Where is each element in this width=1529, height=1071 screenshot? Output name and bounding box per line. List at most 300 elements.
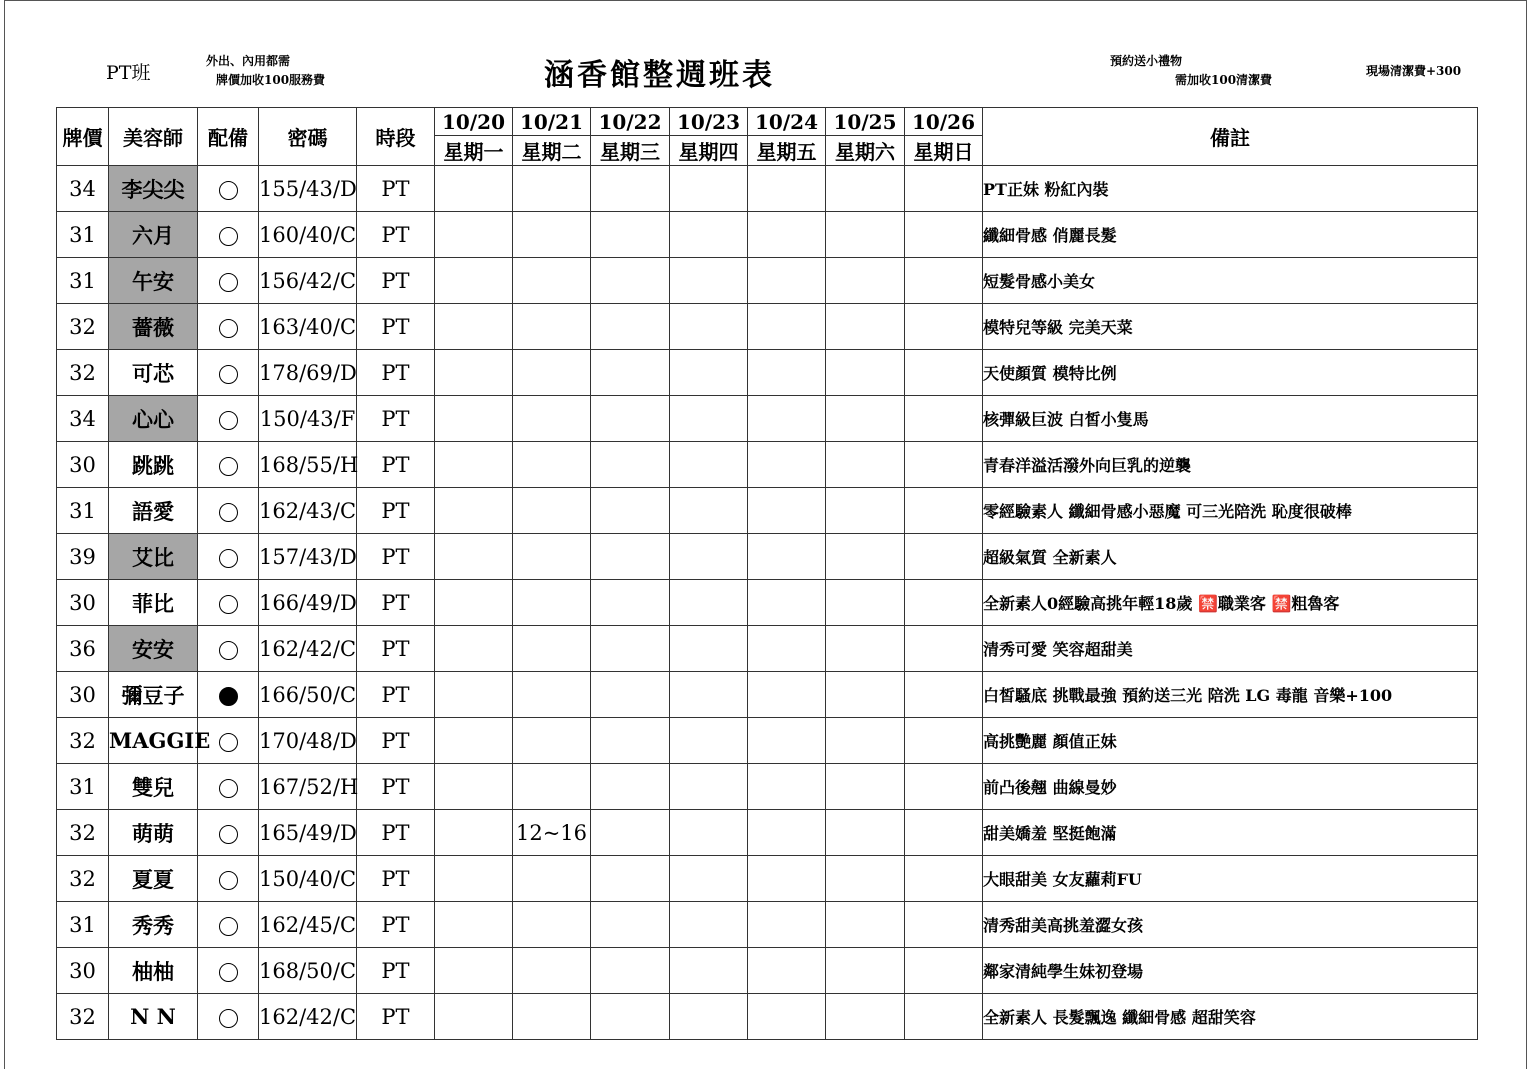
day-slot-cell bbox=[670, 948, 748, 994]
day-slot-cell bbox=[826, 626, 905, 672]
day-slot-cell bbox=[826, 304, 905, 350]
period-cell: PT bbox=[357, 350, 435, 396]
day-slot-cell bbox=[591, 350, 670, 396]
code-cell: 166/49/D bbox=[259, 580, 357, 626]
day-slot-cell bbox=[670, 626, 748, 672]
day-slot-cell bbox=[591, 396, 670, 442]
day-slot-cell bbox=[905, 488, 983, 534]
table-row bbox=[57, 534, 1478, 580]
day-slot-cell bbox=[905, 442, 983, 488]
beautician-name-cell: 雙兒 bbox=[109, 764, 198, 810]
price-cell: 34 bbox=[57, 396, 109, 442]
day-slot-cell bbox=[435, 534, 513, 580]
price-cell: 30 bbox=[57, 580, 109, 626]
remarks-cell: 前凸後翹 曲線曼妙 bbox=[983, 764, 1478, 810]
code-cell: 150/43/F bbox=[259, 396, 357, 442]
beautician-name-cell: 秀秀 bbox=[109, 902, 198, 948]
equipped-cell bbox=[198, 304, 259, 350]
equipped-cell bbox=[198, 672, 259, 718]
schedule-table bbox=[56, 107, 1478, 1040]
day-slot-cell bbox=[826, 396, 905, 442]
header-date: 10/24 bbox=[748, 108, 826, 136]
day-slot-cell bbox=[435, 626, 513, 672]
header-weekday: 星期一 bbox=[435, 136, 513, 166]
code-cell: 150/40/C bbox=[259, 856, 357, 902]
code-cell: 160/40/C bbox=[259, 212, 357, 258]
equipped-cell bbox=[198, 534, 259, 580]
beautician-name-cell: 彌豆子 bbox=[109, 672, 198, 718]
day-slot-cell bbox=[670, 166, 748, 212]
equipped-cell bbox=[198, 396, 259, 442]
period-cell: PT bbox=[357, 810, 435, 856]
day-slot-cell bbox=[905, 948, 983, 994]
day-slot-cell bbox=[591, 442, 670, 488]
day-slot-cell bbox=[670, 442, 748, 488]
equipped-cell bbox=[198, 902, 259, 948]
circle-icon bbox=[219, 779, 238, 798]
table-row bbox=[57, 396, 1478, 442]
day-slot-cell bbox=[513, 258, 591, 304]
period-cell: PT bbox=[357, 948, 435, 994]
day-slot-cell bbox=[826, 534, 905, 580]
day-slot-cell bbox=[435, 718, 513, 764]
circle-icon bbox=[219, 365, 238, 384]
day-slot-cell bbox=[826, 810, 905, 856]
code-cell: 162/42/C bbox=[259, 994, 357, 1040]
price-cell: 30 bbox=[57, 948, 109, 994]
code-cell: 155/43/D bbox=[259, 166, 357, 212]
day-slot-cell bbox=[670, 764, 748, 810]
header-date: 10/21 bbox=[513, 108, 591, 136]
table-row bbox=[57, 488, 1478, 534]
day-slot-cell bbox=[905, 764, 983, 810]
code-cell: 156/42/C bbox=[259, 258, 357, 304]
day-slot-cell bbox=[826, 212, 905, 258]
day-slot-cell bbox=[591, 212, 670, 258]
circle-icon bbox=[219, 871, 238, 890]
day-slot-cell bbox=[905, 350, 983, 396]
equipped-cell bbox=[198, 856, 259, 902]
circle-icon bbox=[219, 1009, 238, 1028]
day-slot-cell bbox=[826, 902, 905, 948]
price-cell: 34 bbox=[57, 166, 109, 212]
header-date: 10/26 bbox=[905, 108, 983, 136]
remarks-cell: 天使顏質 模特比例 bbox=[983, 350, 1478, 396]
price-cell: 32 bbox=[57, 304, 109, 350]
price-cell: 32 bbox=[57, 718, 109, 764]
day-slot-cell bbox=[591, 856, 670, 902]
day-slot-cell bbox=[435, 580, 513, 626]
beautician-name-cell: 語愛 bbox=[109, 488, 198, 534]
table-row bbox=[57, 442, 1478, 488]
remarks-cell: PT正妹 粉紅內裝 bbox=[983, 166, 1478, 212]
period-cell: PT bbox=[357, 994, 435, 1040]
circle-icon bbox=[219, 181, 238, 200]
day-slot-cell bbox=[905, 166, 983, 212]
price-cell: 31 bbox=[57, 902, 109, 948]
day-slot-cell bbox=[670, 534, 748, 580]
filled-circle-icon bbox=[219, 687, 238, 706]
code-cell: 162/45/C bbox=[259, 902, 357, 948]
equipped-cell bbox=[198, 626, 259, 672]
day-slot-cell bbox=[513, 488, 591, 534]
equipped-cell bbox=[198, 764, 259, 810]
day-slot-cell bbox=[905, 856, 983, 902]
day-slot-cell bbox=[513, 534, 591, 580]
day-slot-cell bbox=[905, 212, 983, 258]
day-slot-cell bbox=[748, 212, 826, 258]
day-slot-cell bbox=[826, 488, 905, 534]
day-slot-cell bbox=[826, 258, 905, 304]
day-slot-cell bbox=[905, 534, 983, 580]
period-cell: PT bbox=[357, 902, 435, 948]
day-slot-cell bbox=[905, 994, 983, 1040]
day-slot-cell bbox=[748, 442, 826, 488]
day-slot-cell bbox=[905, 810, 983, 856]
remarks-cell: 甜美嬌羞 堅挺飽滿 bbox=[983, 810, 1478, 856]
price-cell: 32 bbox=[57, 856, 109, 902]
day-slot-cell bbox=[435, 948, 513, 994]
header-weekday: 星期日 bbox=[905, 136, 983, 166]
period-cell: PT bbox=[357, 856, 435, 902]
schedule-rows bbox=[57, 166, 1478, 1040]
circle-icon bbox=[219, 825, 238, 844]
price-cell: 39 bbox=[57, 534, 109, 580]
day-slot-cell bbox=[435, 258, 513, 304]
day-slot-cell bbox=[748, 304, 826, 350]
price-cell: 31 bbox=[57, 258, 109, 304]
table-row bbox=[57, 350, 1478, 396]
day-slot-cell bbox=[826, 856, 905, 902]
day-slot-cell bbox=[591, 534, 670, 580]
code-cell: 166/50/C bbox=[259, 672, 357, 718]
day-slot-cell bbox=[513, 948, 591, 994]
day-slot-cell bbox=[670, 902, 748, 948]
code-cell: 157/43/D bbox=[259, 534, 357, 580]
beautician-name-cell: 艾比 bbox=[109, 534, 198, 580]
day-slot-cell bbox=[826, 442, 905, 488]
day-slot-cell bbox=[513, 718, 591, 764]
service-fee-note-line-2: 牌價加收100服務費 bbox=[216, 73, 326, 87]
day-slot-cell bbox=[591, 626, 670, 672]
day-slot-cell bbox=[826, 718, 905, 764]
equipped-cell bbox=[198, 442, 259, 488]
day-slot-cell bbox=[670, 994, 748, 1040]
table-row bbox=[57, 304, 1478, 350]
day-slot-cell bbox=[435, 672, 513, 718]
remarks-cell: 短髮骨感小美女 bbox=[983, 258, 1478, 304]
table-row bbox=[57, 580, 1478, 626]
day-slot-cell bbox=[748, 580, 826, 626]
remarks-cell: 青春洋溢活潑外向巨乳的逆襲 bbox=[983, 442, 1478, 488]
beautician-name-cell: 薔薇 bbox=[109, 304, 198, 350]
remarks-cell: 纖細骨感 俏麗長髮 bbox=[983, 212, 1478, 258]
circle-icon bbox=[219, 641, 238, 660]
day-slot-cell bbox=[435, 902, 513, 948]
equipped-cell bbox=[198, 810, 259, 856]
period-cell: PT bbox=[357, 718, 435, 764]
code-cell: 162/43/C bbox=[259, 488, 357, 534]
header-weekday: 星期二 bbox=[513, 136, 591, 166]
day-slot-cell bbox=[591, 672, 670, 718]
table-row bbox=[57, 718, 1478, 764]
page-title: 涵香館整週班表 bbox=[544, 58, 775, 93]
circle-icon bbox=[219, 917, 238, 936]
remarks-cell: 清秀甜美高挑羞澀女孩 bbox=[983, 902, 1478, 948]
period-cell: PT bbox=[357, 672, 435, 718]
day-slot-cell bbox=[748, 488, 826, 534]
beautician-name-cell: 可芯 bbox=[109, 350, 198, 396]
code-cell: 165/49/D bbox=[259, 810, 357, 856]
class-label: PT班 bbox=[106, 62, 151, 84]
day-slot-cell bbox=[513, 304, 591, 350]
beautician-name-cell: 安安 bbox=[109, 626, 198, 672]
day-slot-cell bbox=[826, 764, 905, 810]
day-slot-cell bbox=[513, 350, 591, 396]
period-cell: PT bbox=[357, 764, 435, 810]
remarks-cell: 白皙騷底 挑戰最強 預約送三光 陪洗 LG 毒龍 音樂+100 bbox=[983, 672, 1478, 718]
beautician-name-cell: 午安 bbox=[109, 258, 198, 304]
beautician-name-cell: 心心 bbox=[109, 396, 198, 442]
day-slot-cell bbox=[591, 948, 670, 994]
day-slot-cell bbox=[748, 350, 826, 396]
period-cell: PT bbox=[357, 580, 435, 626]
table-row bbox=[57, 166, 1478, 212]
equipped-cell bbox=[198, 580, 259, 626]
header-date: 10/25 bbox=[826, 108, 905, 136]
circle-icon bbox=[219, 457, 238, 476]
day-slot-cell bbox=[826, 948, 905, 994]
cleaning-fee-note: 現場清潔費+300 bbox=[1366, 64, 1462, 78]
header-code: 密碼 bbox=[259, 108, 357, 166]
header-remarks: 備註 bbox=[983, 108, 1478, 166]
code-cell: 170/48/D bbox=[259, 718, 357, 764]
header-date: 10/22 bbox=[591, 108, 670, 136]
price-cell: 31 bbox=[57, 764, 109, 810]
period-cell: PT bbox=[357, 212, 435, 258]
day-slot-cell bbox=[670, 580, 748, 626]
day-slot-cell bbox=[435, 810, 513, 856]
beautician-name-cell: 六月 bbox=[109, 212, 198, 258]
day-slot-cell bbox=[748, 166, 826, 212]
beautician-name-cell: 柚柚 bbox=[109, 948, 198, 994]
remarks-cell: 核彈級巨波 白皙小隻馬 bbox=[983, 396, 1478, 442]
day-slot-cell bbox=[435, 488, 513, 534]
day-slot-cell bbox=[670, 856, 748, 902]
day-slot-cell bbox=[748, 396, 826, 442]
beautician-name-cell: 李尖尖 bbox=[109, 166, 198, 212]
beautician-name-cell: 菲比 bbox=[109, 580, 198, 626]
period-cell: PT bbox=[357, 626, 435, 672]
day-slot-cell bbox=[748, 534, 826, 580]
day-slot-cell bbox=[591, 166, 670, 212]
remarks-cell: 鄰家清純學生妹初登場 bbox=[983, 948, 1478, 994]
equipped-cell bbox=[198, 212, 259, 258]
circle-icon bbox=[219, 503, 238, 522]
header-weekday: 星期五 bbox=[748, 136, 826, 166]
day-slot-cell bbox=[591, 810, 670, 856]
day-slot-cell bbox=[905, 396, 983, 442]
circle-icon bbox=[219, 273, 238, 292]
day-slot-cell bbox=[826, 580, 905, 626]
table-row bbox=[57, 672, 1478, 718]
table-row bbox=[57, 856, 1478, 902]
day-slot-cell bbox=[905, 258, 983, 304]
code-cell: 163/40/C bbox=[259, 304, 357, 350]
remarks-cell: 超級氣質 全新素人 bbox=[983, 534, 1478, 580]
day-slot-cell bbox=[748, 948, 826, 994]
remarks-cell: 高挑艷麗 顏值正妹 bbox=[983, 718, 1478, 764]
day-slot-cell bbox=[591, 258, 670, 304]
day-slot-cell bbox=[905, 580, 983, 626]
day-slot-cell bbox=[748, 626, 826, 672]
equipped-cell bbox=[198, 488, 259, 534]
day-slot-cell bbox=[513, 212, 591, 258]
header-price: 牌價 bbox=[57, 108, 109, 166]
circle-icon bbox=[219, 733, 238, 752]
day-slot-cell bbox=[748, 672, 826, 718]
header-equipped: 配備 bbox=[198, 108, 259, 166]
code-cell: 167/52/H bbox=[259, 764, 357, 810]
table-row bbox=[57, 764, 1478, 810]
circle-icon bbox=[219, 549, 238, 568]
price-cell: 30 bbox=[57, 442, 109, 488]
day-slot-cell bbox=[513, 902, 591, 948]
day-slot-cell bbox=[905, 304, 983, 350]
day-slot-cell bbox=[905, 902, 983, 948]
day-slot-cell bbox=[591, 488, 670, 534]
day-slot-cell bbox=[513, 672, 591, 718]
day-slot-cell bbox=[670, 212, 748, 258]
day-slot-cell bbox=[435, 764, 513, 810]
day-slot-cell bbox=[670, 718, 748, 764]
circle-icon bbox=[219, 227, 238, 246]
day-slot-cell bbox=[670, 304, 748, 350]
price-cell: 31 bbox=[57, 212, 109, 258]
header-beautician: 美容師 bbox=[109, 108, 198, 166]
beautician-name-cell: 萌萌 bbox=[109, 810, 198, 856]
remarks-cell: 模特兒等級 完美天菜 bbox=[983, 304, 1478, 350]
day-slot-cell bbox=[670, 672, 748, 718]
day-slot-cell bbox=[826, 166, 905, 212]
day-slot-cell bbox=[826, 350, 905, 396]
code-cell: 168/50/C bbox=[259, 948, 357, 994]
day-slot-cell bbox=[826, 994, 905, 1040]
day-slot-cell bbox=[748, 856, 826, 902]
day-slot-cell bbox=[435, 396, 513, 442]
day-slot-cell bbox=[905, 626, 983, 672]
day-slot-cell bbox=[513, 442, 591, 488]
period-cell: PT bbox=[357, 258, 435, 304]
day-slot-cell bbox=[670, 396, 748, 442]
price-cell: 36 bbox=[57, 626, 109, 672]
day-slot-cell bbox=[513, 626, 591, 672]
table-row bbox=[57, 994, 1478, 1040]
period-cell: PT bbox=[357, 166, 435, 212]
header-period: 時段 bbox=[357, 108, 435, 166]
day-slot-cell bbox=[435, 856, 513, 902]
period-cell: PT bbox=[357, 534, 435, 580]
price-cell: 31 bbox=[57, 488, 109, 534]
day-slot-cell bbox=[748, 258, 826, 304]
day-slot-cell bbox=[670, 488, 748, 534]
price-cell: 30 bbox=[57, 672, 109, 718]
period-cell: PT bbox=[357, 304, 435, 350]
booking-gift-note-line-2: 需加收100清潔費 bbox=[1175, 73, 1273, 87]
period-cell: PT bbox=[357, 396, 435, 442]
day-slot-cell bbox=[435, 350, 513, 396]
day-slot-cell bbox=[435, 442, 513, 488]
remarks-cell: 零經驗素人 纖細骨感小惡魔 可三光陪洗 恥度很破棒 bbox=[983, 488, 1478, 534]
day-slot-cell bbox=[748, 994, 826, 1040]
day-slot-cell bbox=[905, 672, 983, 718]
day-slot-cell bbox=[435, 166, 513, 212]
day-slot-cell bbox=[591, 994, 670, 1040]
day-slot-cell bbox=[826, 672, 905, 718]
day-slot-cell bbox=[591, 580, 670, 626]
equipped-cell bbox=[198, 350, 259, 396]
day-slot-cell bbox=[670, 810, 748, 856]
equipped-cell bbox=[198, 166, 259, 212]
equipped-cell bbox=[198, 948, 259, 994]
remarks-cell: 大眼甜美 女友蘿莉FU bbox=[983, 856, 1478, 902]
day-slot-cell bbox=[513, 764, 591, 810]
header-date: 10/23 bbox=[670, 108, 748, 136]
day-slot-cell bbox=[748, 718, 826, 764]
day-slot-cell bbox=[591, 718, 670, 764]
beautician-name-cell: 夏夏 bbox=[109, 856, 198, 902]
day-slot-cell bbox=[513, 856, 591, 902]
beautician-name-cell: N N bbox=[109, 994, 198, 1040]
day-slot-cell bbox=[670, 350, 748, 396]
table-row bbox=[57, 902, 1478, 948]
header-date: 10/20 bbox=[435, 108, 513, 136]
day-slot-cell bbox=[435, 304, 513, 350]
day-slot-cell bbox=[435, 212, 513, 258]
day-slot-cell bbox=[435, 994, 513, 1040]
table-row bbox=[57, 948, 1478, 994]
day-slot-cell: 12~16 bbox=[513, 810, 591, 856]
service-fee-note-line-1: 外出、內用都需 bbox=[206, 54, 291, 68]
beautician-name-cell: MAGGIE bbox=[109, 718, 198, 764]
period-cell: PT bbox=[357, 442, 435, 488]
day-slot-cell bbox=[513, 166, 591, 212]
table-row bbox=[57, 810, 1478, 856]
period-cell: PT bbox=[357, 488, 435, 534]
remarks-cell: 清秀可愛 笑容超甜美 bbox=[983, 626, 1478, 672]
circle-icon bbox=[219, 411, 238, 430]
table-row bbox=[57, 626, 1478, 672]
price-cell: 32 bbox=[57, 810, 109, 856]
booking-gift-note-line-1: 預約送小禮物 bbox=[1110, 54, 1183, 68]
code-cell: 178/69/D bbox=[259, 350, 357, 396]
circle-icon bbox=[219, 319, 238, 338]
day-slot-cell bbox=[670, 258, 748, 304]
day-slot-cell bbox=[748, 902, 826, 948]
code-cell: 162/42/C bbox=[259, 626, 357, 672]
equipped-cell bbox=[198, 994, 259, 1040]
code-cell: 168/55/H bbox=[259, 442, 357, 488]
header-weekday: 星期三 bbox=[591, 136, 670, 166]
price-cell: 32 bbox=[57, 994, 109, 1040]
equipped-cell bbox=[198, 258, 259, 304]
table-row bbox=[57, 258, 1478, 304]
circle-icon bbox=[219, 963, 238, 982]
day-slot-cell bbox=[591, 764, 670, 810]
day-slot-cell bbox=[905, 718, 983, 764]
header-weekday: 星期六 bbox=[826, 136, 905, 166]
price-cell: 32 bbox=[57, 350, 109, 396]
